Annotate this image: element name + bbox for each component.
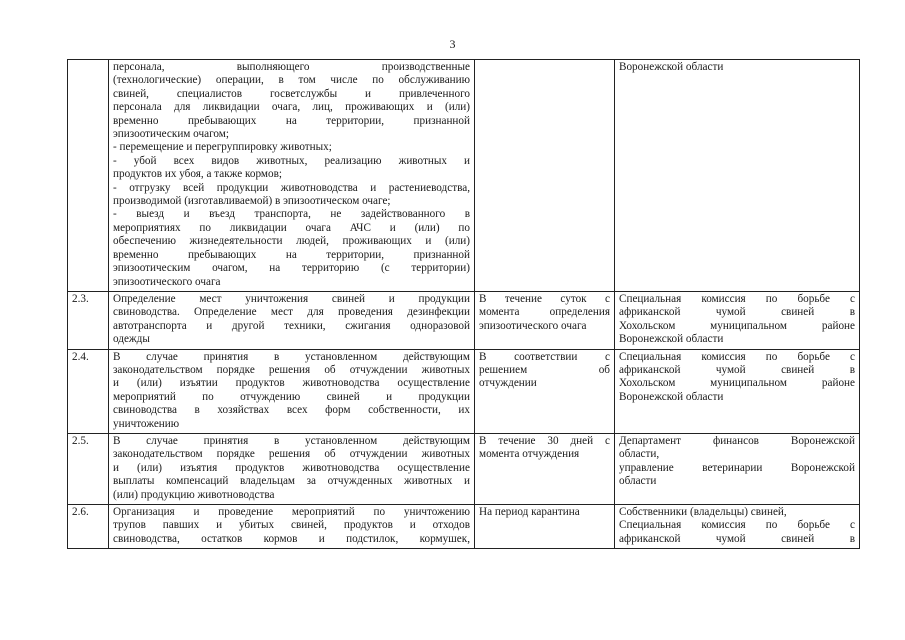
- text-line: Специальная комиссия по борьбе с: [619, 292, 855, 305]
- text-line: - убой всех видов животных, реализацию животных и: [113, 154, 470, 167]
- text-line: В течение суток с: [479, 292, 610, 305]
- table-row: [68, 349, 860, 433]
- term-cell: [475, 349, 615, 433]
- text-line: трупов павших и убитых свиней, продуктов и отходов: [113, 519, 470, 532]
- text-line: области: [619, 475, 657, 488]
- text-line: управление ветеринарии Воронежской: [619, 461, 855, 474]
- text-line: - перемещение и перегруппировку животных;: [113, 141, 332, 154]
- responsible-cell: [615, 60, 860, 292]
- text-line: эпизоотического очага: [113, 275, 221, 288]
- text-line: законодательством порядке решения об отчуждении животных: [113, 448, 470, 461]
- responsible-cell: [615, 505, 860, 549]
- text-line: В соответствии с: [479, 350, 610, 363]
- text-line: автотранспорта и другой техники, сжигания одноразовой: [113, 319, 470, 332]
- text-line: - выезд и въезд транспорта, не задействованного в: [113, 208, 470, 221]
- text-line: свиноводства в хозяйствах всех форм собственности, их: [113, 404, 470, 417]
- text-line: момента отчуждения: [479, 448, 580, 461]
- text-line: свиноводства. Определение мест для проведения дезинфекции: [113, 306, 470, 319]
- text-line: Специальная комиссия по борьбе с: [619, 519, 855, 532]
- text-line: Определение мест уничтожения свиней и продукции: [113, 292, 470, 305]
- term-cell: [475, 60, 615, 292]
- text-line: - отгрузку всей продукции животноводства и растениеводства,: [113, 181, 470, 194]
- text-line: Хохольском муниципальном районе: [619, 319, 855, 332]
- text-line: обеспечению жизнедеятельности людей, проживающих и (или): [113, 235, 470, 248]
- table-row: [68, 291, 860, 349]
- action-cell: [109, 349, 475, 433]
- text-line: В случае принятия в установленном действующим: [113, 434, 470, 447]
- text-line: африканской чумой свиней в: [619, 306, 855, 319]
- text-line: Воронежской области: [619, 61, 724, 73]
- text-line: производимой (изготавливаемой) в эпизоотическом очаге;: [113, 195, 391, 208]
- page-number: 3: [449, 37, 456, 51]
- action-cell: [109, 291, 475, 349]
- action-cell: [109, 505, 475, 549]
- text-line: и (или) изъятии продуктов животноводства осуществление: [113, 377, 470, 390]
- responsible-cell: [615, 291, 860, 349]
- action-cell: [109, 433, 475, 504]
- text-line: временно пребывающих на территории, признанной: [113, 114, 470, 127]
- text-line: персонала для ликвидации очага, лиц, проживающих и (или): [113, 101, 470, 114]
- row-number: 2.6.: [68, 505, 109, 549]
- table-row: [68, 60, 860, 292]
- responsible-cell: [615, 349, 860, 433]
- text-line: африканской чумой свиней в: [619, 363, 855, 376]
- text-line: момента определения: [479, 306, 610, 319]
- text-line: свиноводства, остатков кормов и подстилок, кормушек,: [113, 532, 470, 545]
- row-number: 2.5.: [68, 433, 109, 504]
- text-line: выплаты компенсаций владельцам за отчужденных животных и: [113, 475, 470, 488]
- text-line: Хохольском муниципальном районе: [619, 377, 855, 390]
- text-line: Собственники (владельцы) свиней,: [619, 506, 787, 518]
- text-line: (технологические) операции, в том числе по обслуживанию: [113, 74, 470, 87]
- text-line: отчуждении: [479, 377, 537, 390]
- text-line: области,: [619, 448, 660, 461]
- text-line: свиней, специалистов госветслужбы и привлеченного: [113, 87, 470, 100]
- measures-table: [67, 59, 860, 549]
- text-line: Специальная комиссия по борьбе с: [619, 350, 855, 363]
- text-line: В случае принятия в установленном действующим: [113, 350, 470, 363]
- text-line: законодательством порядке решения об отчуждении животных: [113, 363, 470, 376]
- row-number: [68, 60, 109, 292]
- text-line: мероприятий по отчуждению свиней и продукции: [113, 390, 470, 403]
- text-line: Воронежской области: [619, 333, 724, 346]
- term-cell: [475, 505, 615, 549]
- responsible-cell: [615, 433, 860, 504]
- text-line: эпизоотическим очагом, на территорию (с территории): [113, 262, 470, 275]
- text-line: и (или) изъятия продуктов животноводства осуществление: [113, 461, 470, 474]
- table-row: [68, 505, 860, 549]
- text-line: эпизоотического очага: [479, 319, 587, 332]
- text-line: временно пребывающих на территории, признанной: [113, 248, 470, 261]
- text-line: эпизоотическим очагом;: [113, 128, 229, 141]
- text-line: африканской чумой свиней в: [619, 532, 855, 545]
- text-line: В течение 30 дней с: [479, 434, 610, 447]
- text-line: уничтожению: [113, 417, 180, 430]
- row-number: 2.4.: [68, 349, 109, 433]
- text-line: Организация и проведение мероприятий по уничтожению: [113, 506, 470, 518]
- text-line: одежды: [113, 333, 150, 346]
- text-line: продуктов их убоя, а также кормов;: [113, 168, 282, 181]
- term-cell: [475, 433, 615, 504]
- text-line: решением об: [479, 363, 610, 376]
- measures-table-body: [68, 60, 860, 549]
- text-line: На период карантина: [479, 506, 580, 518]
- text-line: Воронежской области: [619, 390, 724, 403]
- text-line: Департамент финансов Воронежской: [619, 434, 855, 447]
- action-cell: [109, 60, 475, 292]
- text-line: (или) продукцию животноводства: [113, 488, 275, 501]
- term-cell: [475, 291, 615, 349]
- text-line: персонала, выполняющего производственные: [113, 61, 470, 73]
- text-line: мероприятиях по ликвидации очага АЧС и (или) по: [113, 221, 470, 234]
- row-number: 2.3.: [68, 291, 109, 349]
- table-row: [68, 433, 860, 504]
